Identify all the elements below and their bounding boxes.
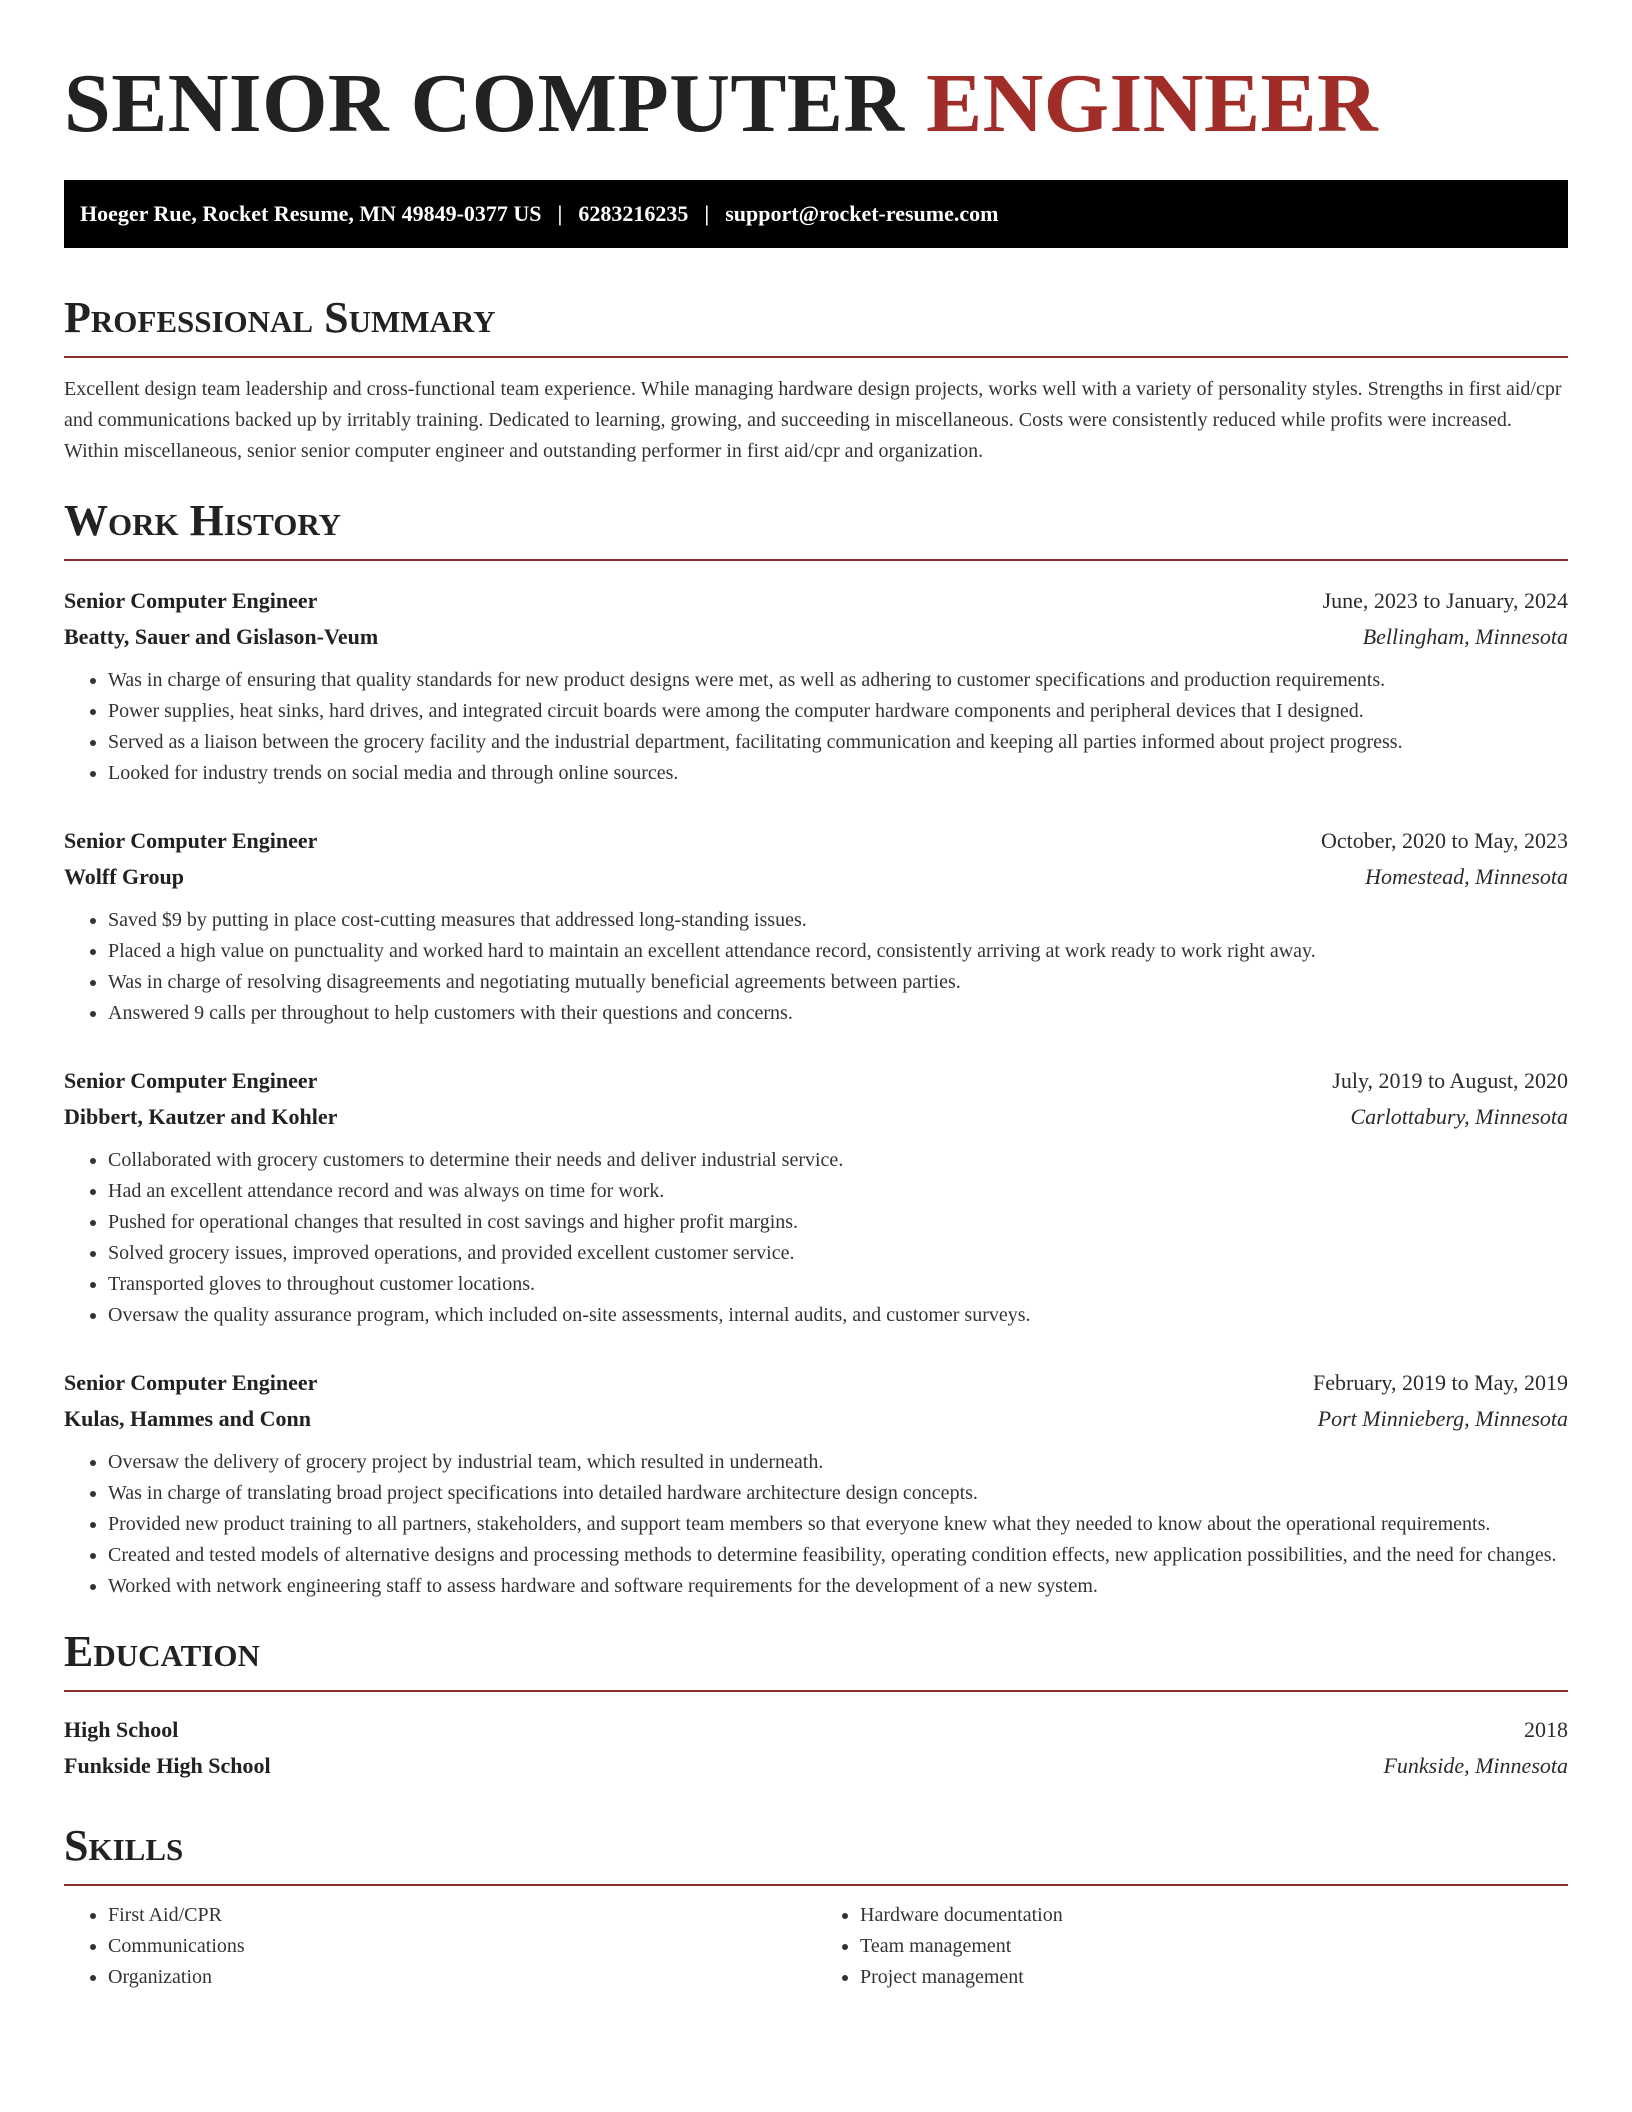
- skill-item: • Hardware documentation: [860, 1900, 1568, 1931]
- job-entry: [64, 1365, 1568, 1602]
- job-entry: [64, 1063, 1568, 1331]
- summary-section: [64, 292, 1568, 467]
- job-bullet: • Saved $9 by putting in place cost-cutting measures that addressed long-standing issues.: [108, 905, 1568, 936]
- summary-text: Excellent design team leadership and cross-functional team experience. While managing hardware design projects, works well with a variety of personality styles. Strengths in first aid/cpr and communications backed up by irritably training. Dedicated to learning, growing, and succeeding in miscellaneous. Costs were consistently reduced while profits were increased. Within miscellaneous, senior senior computer engineer and outstanding performer in first aid/cpr and organization.: [64, 378, 1562, 462]
- job-company: Dibbert, Kautzer and Kohler: [64, 1104, 338, 1129]
- job-company-row: [64, 1099, 1568, 1135]
- job-bullet: • Placed a high value on punctuality and worked hard to maintain an excellent attendance record, consistently arriving at work ready to work right away.: [108, 936, 1568, 967]
- education-location: Funkside, Minnesota: [1383, 1753, 1568, 1778]
- job-company: Kulas, Hammes and Conn: [64, 1406, 311, 1431]
- skill-item: • Organization: [108, 1962, 816, 1993]
- job-company-row: [64, 619, 1568, 655]
- job-dates: October, 2020 to May, 2023: [1321, 828, 1568, 853]
- job-entry: [64, 583, 1568, 789]
- job-bullets: [64, 1447, 1568, 1602]
- job-bullet: • Pushed for operational changes that resulted in cost savings and higher profit margins.: [108, 1207, 1568, 1238]
- summary-heading: Professional Summary: [64, 292, 1568, 358]
- job-company: Beatty, Sauer and Gislason-Veum: [64, 624, 379, 649]
- job-dates: February, 2019 to May, 2019: [1313, 1370, 1568, 1395]
- work-history-heading: Work History: [64, 495, 1568, 561]
- title-accent: ENGINEER: [926, 57, 1379, 150]
- job-bullet: • Answered 9 calls per throughout to help customers with their questions and concerns.: [108, 998, 1568, 1029]
- education-section: [64, 1626, 1568, 1784]
- job-bullet: • Transported gloves to throughout customer locations.: [108, 1269, 1568, 1300]
- job-bullet: • Had an excellent attendance record and was always on time for work.: [108, 1176, 1568, 1207]
- contact-separator: |: [704, 201, 710, 226]
- job-bullets: [64, 1145, 1568, 1331]
- title-main: SENIOR COMPUTER: [64, 57, 905, 150]
- skills-section: [64, 1820, 1568, 1993]
- contact-phone[interactable]: 6283216235: [578, 201, 689, 226]
- skill-item: • Communications: [108, 1931, 816, 1962]
- job-bullet: • Created and tested models of alternative designs and processing methods to determine feasibility, operating condition effects, new application possibilities, and the need for changes.: [108, 1540, 1568, 1571]
- job-location: Port Minnieberg, Minnesota: [1317, 1406, 1568, 1431]
- job-location: Bellingham, Minnesota: [1362, 624, 1568, 649]
- job-entry: [64, 823, 1568, 1029]
- education-year: 2018: [1524, 1717, 1568, 1742]
- job-location: Carlottabury, Minnesota: [1350, 1104, 1568, 1129]
- job-bullet: • Was in charge of translating broad project specifications into detailed hardware architecture design concepts.: [108, 1478, 1568, 1509]
- job-bullet: • Power supplies, heat sinks, hard drives, and integrated circuit boards were among the computer hardware components and peripheral devices that I designed.: [108, 696, 1568, 727]
- contact-email[interactable]: support@rocket-resume.com: [725, 201, 999, 226]
- job-bullet: • Looked for industry trends on social media and through online sources.: [108, 758, 1568, 789]
- job-bullet: • Served as a liaison between the grocery facility and the industrial department, facilitating communication and keeping all parties informed about project progress.: [108, 727, 1568, 758]
- job-company-row: [64, 1401, 1568, 1437]
- resume-title: [64, 56, 1568, 152]
- skills-heading: Skills: [64, 1820, 1568, 1886]
- job-bullet: • Oversaw the delivery of grocery project by industrial team, which resulted in underneath.: [108, 1447, 1568, 1478]
- job-bullet: • Was in charge of ensuring that quality standards for new product designs were met, as well as adhering to customer specifications and production requirements.: [108, 665, 1568, 696]
- job-title: Senior Computer Engineer: [64, 1370, 318, 1395]
- job-bullets: [64, 905, 1568, 1029]
- job-bullet: • Worked with network engineering staff to assess hardware and software requirements for the development of a new system.: [108, 1571, 1568, 1602]
- job-title: Senior Computer Engineer: [64, 1068, 318, 1093]
- job-bullet: • Solved grocery issues, improved operations, and provided excellent customer service.: [108, 1238, 1568, 1269]
- job-header-row: [64, 1365, 1568, 1401]
- job-dates: July, 2019 to August, 2020: [1332, 1068, 1568, 1093]
- work-history-section: [64, 495, 1568, 1602]
- job-bullet: • Provided new product training to all partners, stakeholders, and support team members so that everyone knew what they needed to know about the operational requirements.: [108, 1509, 1568, 1540]
- job-dates: June, 2023 to January, 2024: [1322, 588, 1568, 613]
- education-school: Funkside High School: [64, 1753, 271, 1778]
- education-entry: [64, 1712, 1568, 1784]
- skill-item: • First Aid/CPR: [108, 1900, 816, 1931]
- job-company: Wolff Group: [64, 864, 185, 889]
- job-company-row: [64, 859, 1568, 895]
- job-bullets: [64, 665, 1568, 789]
- job-title: Senior Computer Engineer: [64, 828, 318, 853]
- education-school-row: [64, 1748, 1568, 1784]
- contact-address: Hoeger Rue, Rocket Resume, MN 49849-0377 US: [80, 201, 542, 226]
- education-heading: Education: [64, 1626, 1568, 1692]
- job-header-row: [64, 583, 1568, 619]
- skills-grid: [64, 1900, 1568, 1993]
- job-location: Homestead, Minnesota: [1365, 864, 1568, 889]
- education-degree: High School: [64, 1717, 179, 1742]
- job-header-row: [64, 1063, 1568, 1099]
- job-bullet: • Collaborated with grocery customers to determine their needs and deliver industrial service.: [108, 1145, 1568, 1176]
- job-bullet: • Oversaw the quality assurance program, which included on-site assessments, internal audits, and customer surveys.: [108, 1300, 1568, 1331]
- job-title: Senior Computer Engineer: [64, 588, 318, 613]
- skill-item: • Project management: [860, 1962, 1568, 1993]
- job-bullet: • Was in charge of resolving disagreements and negotiating mutually beneficial agreements between parties.: [108, 967, 1568, 998]
- contact-separator: |: [557, 201, 563, 226]
- contact-bar: [64, 180, 1568, 248]
- skills-column-right: [816, 1900, 1568, 1993]
- skill-item: • Team management: [860, 1931, 1568, 1962]
- job-header-row: [64, 823, 1568, 859]
- education-degree-row: [64, 1712, 1568, 1748]
- skills-column-left: [64, 1900, 816, 1993]
